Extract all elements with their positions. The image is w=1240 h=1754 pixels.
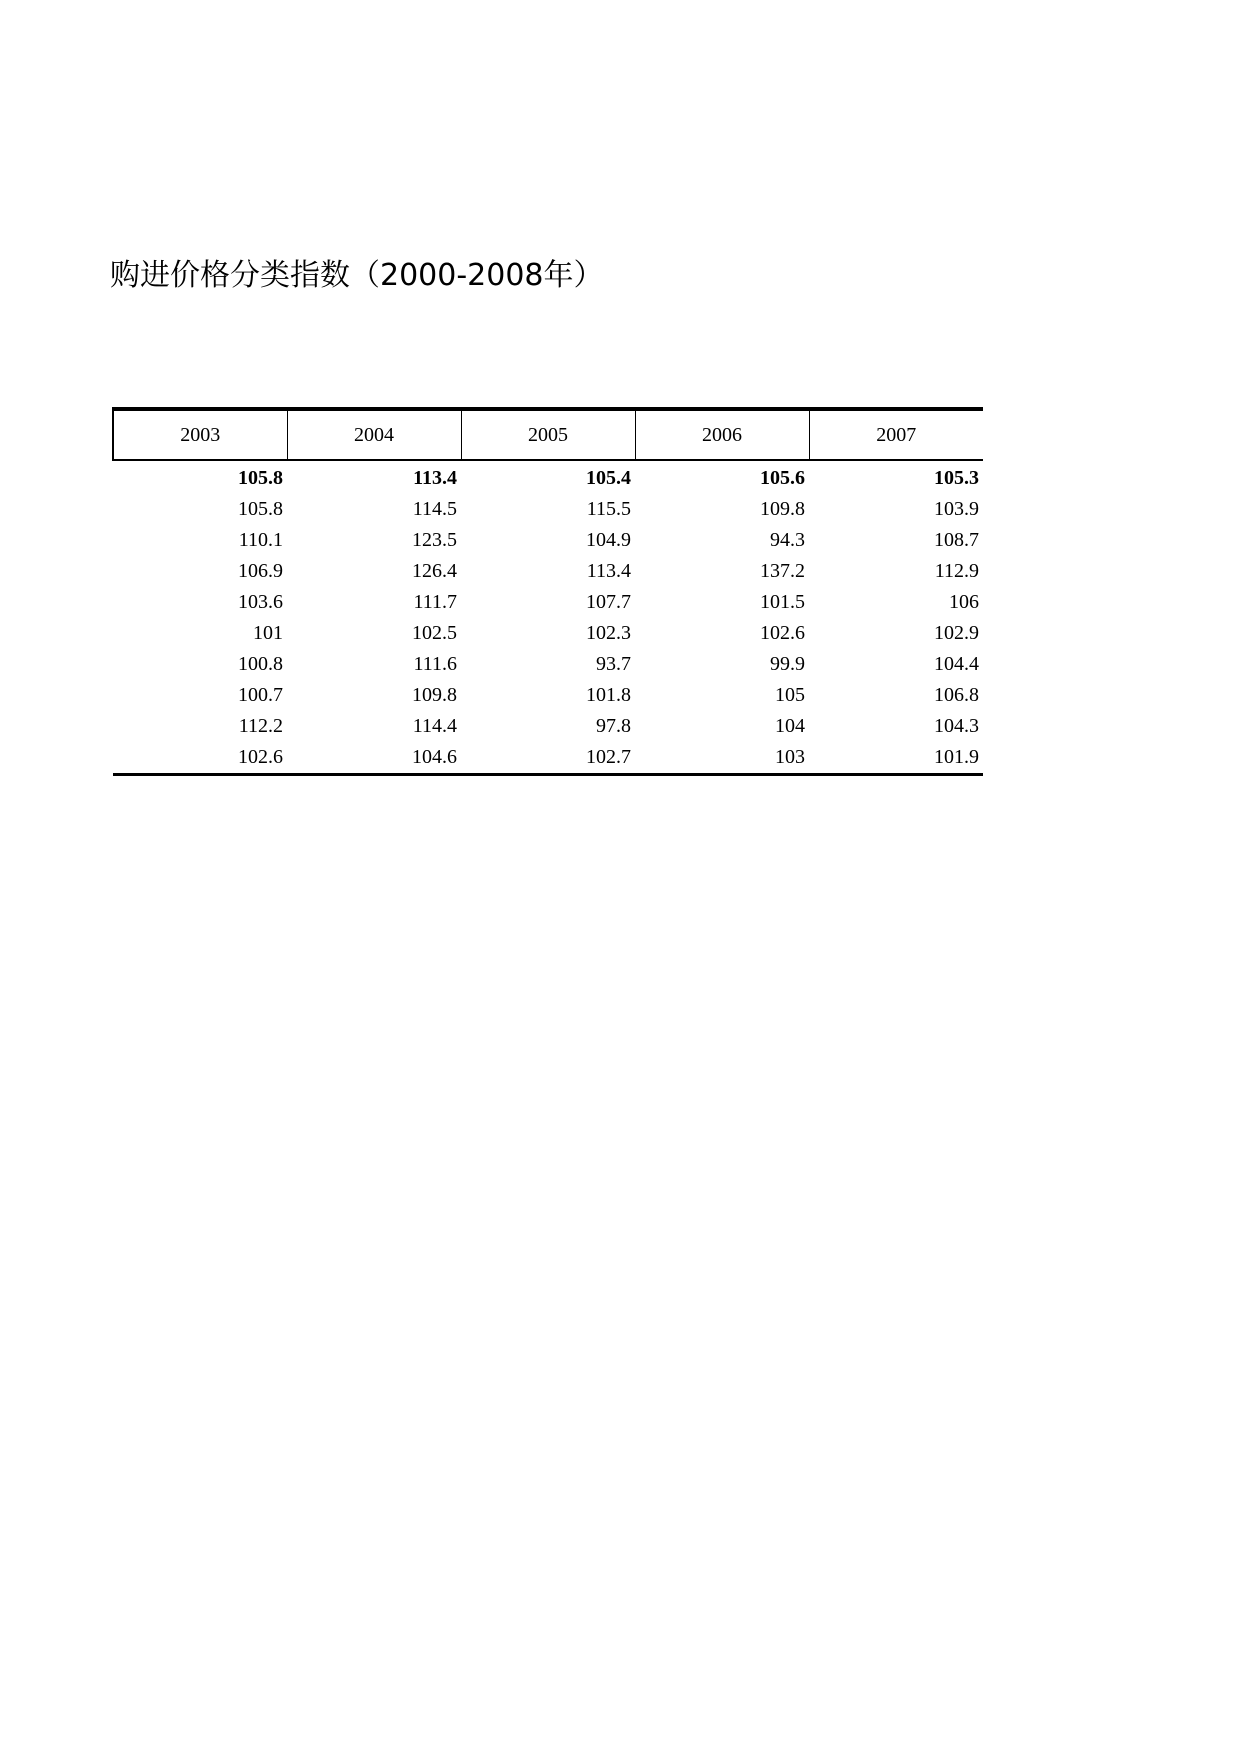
table-cell: 103 <box>775 746 805 768</box>
table-cell: 94.3 <box>770 529 805 551</box>
table-cell: 113.4 <box>413 467 457 489</box>
table-cell: 101.5 <box>760 591 805 613</box>
table-cell: 123.5 <box>412 529 457 551</box>
table-row <box>113 649 983 680</box>
column-header-2004: 2004 <box>287 409 461 460</box>
table-cell: 104.4 <box>934 653 979 675</box>
column-header-2003: 2003 <box>113 409 287 460</box>
table-row <box>113 525 983 556</box>
table-cell: 104.3 <box>934 715 979 737</box>
table-cell: 104 <box>775 715 805 737</box>
table-cell: 110.1 <box>238 529 283 551</box>
table-row <box>113 587 983 618</box>
table-cell: 112.9 <box>934 560 979 582</box>
table-cell: 102.5 <box>412 622 457 644</box>
table-cell: 126.4 <box>412 560 457 582</box>
table-cell: 109.8 <box>412 684 457 706</box>
table-cell: 115.5 <box>586 498 631 520</box>
column-header-2005: 2005 <box>461 409 635 460</box>
table-cell: 113.4 <box>586 560 631 582</box>
table-cell: 100.8 <box>238 653 283 675</box>
table-cell: 105.6 <box>760 467 805 489</box>
table-cell: 111.6 <box>413 653 457 675</box>
table-cell: 106.9 <box>238 560 283 582</box>
table-row <box>113 742 983 775</box>
table-cell: 105.8 <box>238 498 283 520</box>
table-cell: 101.9 <box>934 746 979 768</box>
table-cell: 137.2 <box>760 560 805 582</box>
table-cell: 97.8 <box>596 715 631 737</box>
table-cell: 102.7 <box>586 746 631 768</box>
table-cell: 105.3 <box>934 467 979 489</box>
table-cell: 109.8 <box>760 498 805 520</box>
table-cell: 101 <box>253 622 283 644</box>
table-row <box>113 711 983 742</box>
table-row <box>113 618 983 649</box>
column-header-2007: 2007 <box>809 409 983 460</box>
price-index-table <box>112 407 983 776</box>
table-cell: 114.5 <box>412 498 457 520</box>
table-cell: 102.3 <box>586 622 631 644</box>
table-row <box>113 556 983 587</box>
table-cell: 112.2 <box>238 715 283 737</box>
table-cell: 104.6 <box>412 746 457 768</box>
table-cell: 105 <box>775 684 805 706</box>
table-cell: 106.8 <box>934 684 979 706</box>
table-cell: 100.7 <box>238 684 283 706</box>
table-cell: 105.8 <box>238 467 283 489</box>
column-header-2006: 2006 <box>635 409 809 460</box>
table-cell: 104.9 <box>586 529 631 551</box>
table-cell: 107.7 <box>586 591 631 613</box>
table-cell: 114.4 <box>412 715 457 737</box>
table-cell: 103.9 <box>934 498 979 520</box>
table-cell: 102.6 <box>238 746 283 768</box>
table-cell: 108.7 <box>934 529 979 551</box>
table-cell: 105.4 <box>586 467 631 489</box>
table-row <box>113 680 983 711</box>
table-cell: 111.7 <box>413 591 457 613</box>
table-row <box>113 460 983 494</box>
table-cell: 99.9 <box>770 653 805 675</box>
table-cell: 103.6 <box>238 591 283 613</box>
page-title: 购进价格分类指数（2000-2008年） <box>110 258 604 294</box>
table-row <box>113 494 983 525</box>
header-row <box>113 409 983 460</box>
table-cell: 106 <box>949 591 979 613</box>
table-cell: 101.8 <box>586 684 631 706</box>
table-cell: 93.7 <box>596 653 631 675</box>
table-cell: 102.9 <box>934 622 979 644</box>
table-cell: 102.6 <box>760 622 805 644</box>
